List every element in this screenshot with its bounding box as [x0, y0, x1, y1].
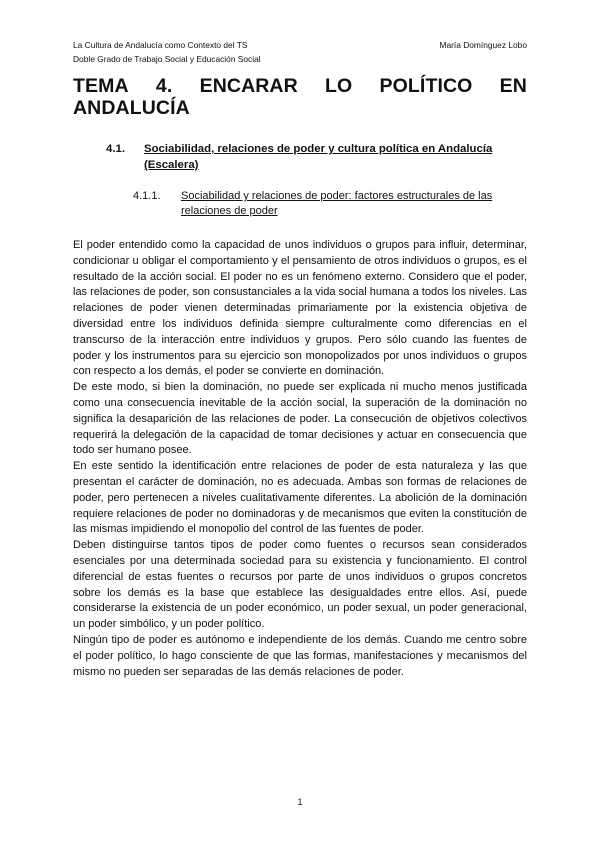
paragraph: Ningún tipo de poder es autónomo e independiente de los demás. Cuando me centro sobre el poder político, lo hago consciente de que las formas, manifestaciones y mecanismos del mismo no pueden ser separadas de las demás relaciones de poder.: [73, 633, 527, 678]
title-word: ENCARAR: [199, 75, 298, 97]
header-author: María Domínguez Lobo: [439, 40, 527, 50]
title-line-2: ANDALUCÍA: [73, 96, 190, 119]
title-line-1: [73, 76, 527, 98]
section-number: 4.1.: [106, 143, 125, 155]
subsection-heading: [133, 189, 527, 219]
paragraph: El poder entendido como la capacidad de unos individuos o grupos para influir, determinar, condicionar u obligar el comportamiento y el pensamiento de otros individuos o grupos, es el resultado de la acción social. El poder no es un fenómeno externo. Considero que el poder, las relaciones de poder, son consustanciales a la vida social humana a todos los niveles. Las relaciones de poder vienen determinadas primariamente por la existencia objetiva de diversidad entre los individuos definida siempre culturalmente como diferencias en el transcurso de la interacción entre individuos y grupos. Pero sólo cuando las fuentes de poder y los instrumentos para su ejercicio son monopolizados por unos individuos o grupos con respecto a los demás, el poder se convierte en dominación.: [73, 239, 527, 378]
section-title: Sociabilidad, relaciones de poder y cultura política en Andalucía (Escalera): [144, 143, 493, 171]
title-word: POLÍTICO: [379, 75, 473, 97]
subsection-title: Sociabilidad y relaciones de poder: factores estructurales de las relaciones de poder: [181, 190, 493, 217]
title-word: LO: [325, 75, 353, 97]
paragraph: De este modo, si bien la dominación, no puede ser explicada ni mucho menos justificada como una consecuencia inevitable de la acción social, la superación de la dominación no significa la desaparición de las relaciones de poder. La consecución de objetivos colectivos requerirá la delegación de la capacidad de tomar decisiones y actuar en consecuencia que todo ser humano posee.: [73, 381, 527, 457]
page-header: [73, 38, 527, 66]
subsection-number: 4.1.1.: [133, 190, 161, 202]
title-word: 4.: [155, 75, 173, 97]
title-word: EN: [499, 75, 527, 97]
header-degree: Doble Grado de Trabajo Social y Educación Social: [73, 54, 261, 64]
header-course: La Cultura de Andalucía como Contexto del TS: [73, 40, 248, 50]
paragraph: En este sentido la identificación entre relaciones de poder de esta naturaleza y las que presentan el carácter de dominación, no es adecuada. Ambas son formas de relaciones de poder, pero pertenecen a niveles cualitativamente diferentes. La abolición de la dominación requiere relaciones de poder no dominadoras y de mecanismos que eviten la constitución de las mismas impidiendo el monopolio del control de las fuentes de poder.: [73, 460, 527, 536]
paragraph: Deben distinguirse tantos tipos de poder como fuentes o recursos sean considerados esenciales por una determinada sociedad para su existencia y funcionamiento. El control diferencial de estas fuentes o recursos por parte de unos individuos o grupos concretos sobre los demás es la base que establece las desigualdades entre ellos. Así, puede considerarse la existencia de un poder económico, un poder sexual, un poder generacional, un poder simbólico, y un poder político.: [73, 539, 527, 631]
section-heading: [106, 141, 527, 173]
body-text: [73, 238, 527, 680]
page-number: 1: [297, 797, 303, 807]
title-word: TEMA: [73, 75, 129, 97]
page-title: [73, 76, 527, 119]
